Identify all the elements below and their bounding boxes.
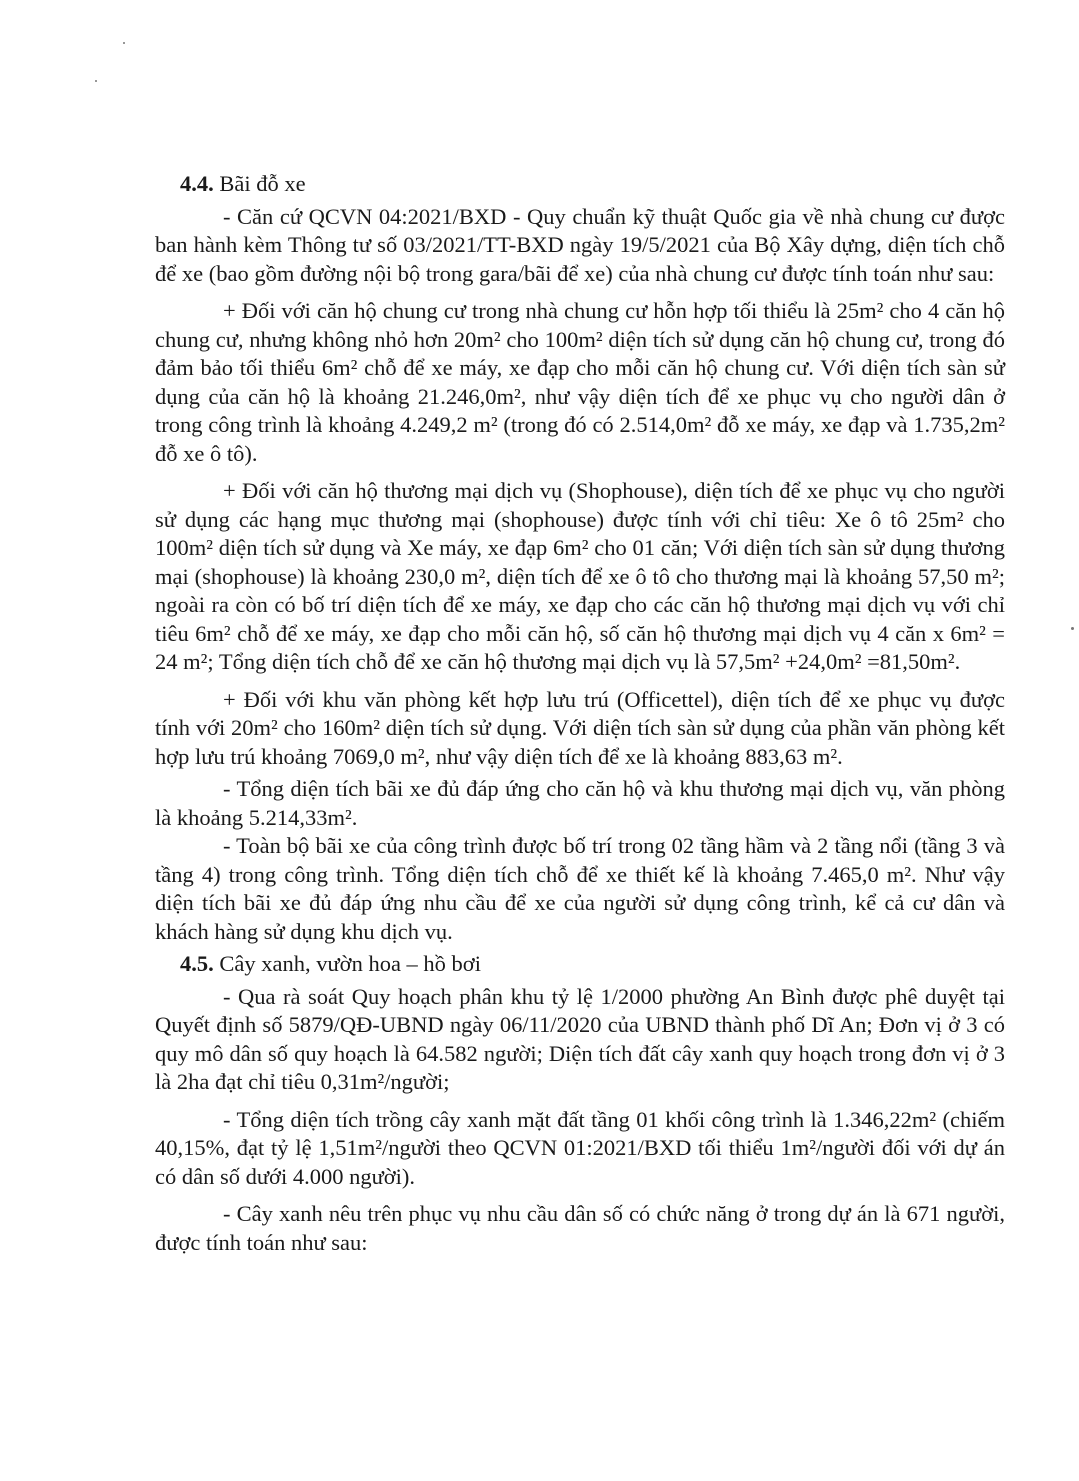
section-heading-4-4 [155,170,1005,199]
paragraph: - Qua rà soát Quy hoạch phân khu tỷ lệ 1/2000 phường An Bình được phê duyệt tại Quyết định số 5879/QĐ-UBND ngày 06/11/2020 của UBND thành phố Dĩ An; Đơn vị ở 3 có quy mô dân số quy hoạch là 64.582 người; Diện tích đất cây xanh quy hoạch trong đơn vị ở 3 là 2ha đạt chỉ tiêu 0,31m²/người; [155,983,1005,1094]
section-title: Bãi đỗ xe [213,171,306,196]
scan-speck [1071,627,1074,630]
paragraph: - Toàn bộ bãi xe của công trình được bố trí trong 02 tầng hầm và 2 tầng nổi (tầng 3 và tầng 4) trong công trình. Tổng diện tích chỗ để xe thiết kế là khoảng 7.465,0 m². Như vậy diện tích bãi xe đủ đáp ứng nhu cầu để xe của người sử dụng công trình, kể cả cư dân và khách hàng sử dụng khu dịch vụ. [155,833,1005,944]
paragraph: - Căn cứ QCVN 04:2021/BXD - Quy chuẩn kỹ thuật Quốc gia về nhà chung cư được ban hành kèm Thông tư số 03/2021/TT-BXD ngày 19/5/2021 của Bộ Xây dựng, diện tích chỗ để xe (bao gồm đường nội bộ trong gara/bãi để xe) của nhà chung cư được tính toán như sau: [155,203,1005,286]
bullet-paragraph: + Đối với căn hộ thương mại dịch vụ (Shophouse), diện tích để xe phục vụ cho người sử dụng các hạng mục thương mại (shophouse) được tính với chỉ tiêu: Xe ô tô 25m² cho 100m² diện tích sử dụng và Xe máy, xe đạp 6m² cho 01 căn; Với diện tích sàn sử dụng thương mại (shophouse) là khoảng 230,0 m², diện tích để xe ô tô cho thương mại là khoảng 57,50 m²; ngoài ra còn có bố trí diện tích để xe máy, xe đạp cho các căn hộ thương mại dịch vụ với chỉ tiêu 6m² chỗ để xe máy, xe đạp cho mỗi căn hộ, số căn hộ thương mại dịch vụ 4 căn x 6m² = 24 m²; Tổng diện tích chỗ để xe căn hộ thương mại dịch vụ là 57,5m² +24,0m² =81,50m². [155,478,1005,674]
section-title: Cây xanh, vườn hoa – hồ bơi [213,951,481,976]
bullet-paragraph: + Đối với căn hộ chung cư trong nhà chung cư hỗn hợp tối thiểu là 25m² cho 4 căn hộ chung cư, nhưng không nhỏ hơn 20m² cho 100m² diện tích sử dụng căn hộ chung cư, trong đó đảm bảo tối thiểu 6m² chỗ để xe máy, xe đạp cho mỗi căn hộ chung cư. Với diện tích sàn sử dụng của căn hộ là khoảng 21.246,0m², như vậy diện tích để xe phục vụ cho người dân ở trong công trình là khoảng 4.249,2 m² (trong đó có 2.514,0m² đỗ xe máy, xe đạp và 1.735,2m² đỗ xe ô tô). [155,298,1005,466]
scan-speck [123,42,125,44]
section-heading-4-5 [155,950,1005,979]
section-number: 4.5. [180,951,214,976]
paragraph: - Tổng diện tích bãi xe đủ đáp ứng cho căn hộ và khu thương mại dịch vụ, văn phòng là khoảng 5.214,33m². [155,776,1005,830]
paragraph: - Cây xanh nêu trên phục vụ nhu cầu dân số có chức năng ở trong dự án là 671 người, được tính toán như sau: [155,1201,1005,1255]
section-number: 4.4. [180,171,214,196]
bullet-paragraph: + Đối với khu văn phòng kết hợp lưu trú (Officettel), diện tích để xe phục vụ được tính với 20m² cho 160m² diện tích sử dụng. Với diện tích sàn sử dụng của phần văn phòng kết hợp lưu trú khoảng 7069,0 m², như vậy diện tích để xe là khoảng 883,63 m². [155,686,1005,769]
scan-speck [95,80,97,82]
document-page [155,170,1005,1257]
paragraph: - Tổng diện tích trồng cây xanh mặt đất tầng 01 khối công trình là 1.346,22m² (chiếm 40,15%, đạt tỷ lệ 1,51m²/người theo QCVN 01:2021/BXD tối thiểu 1m²/người đối với dự án có dân số dưới 4.000 người). [155,1106,1005,1189]
